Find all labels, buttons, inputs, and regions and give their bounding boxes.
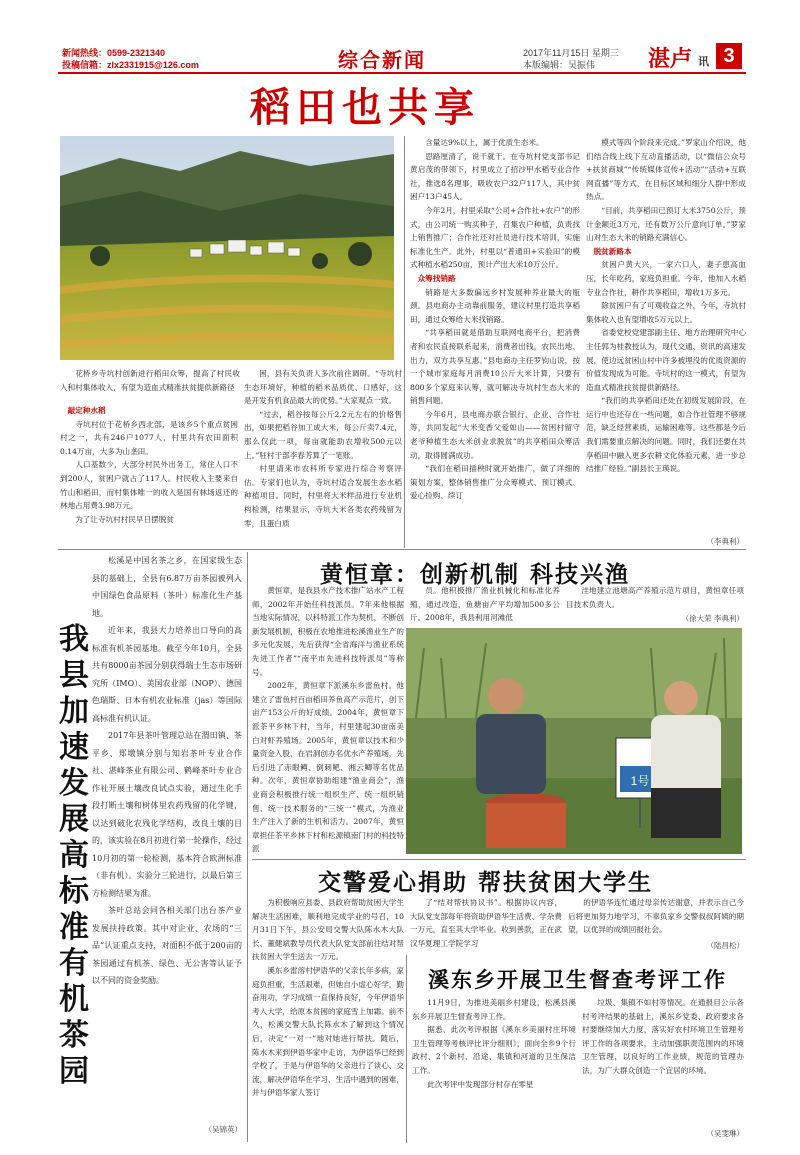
village-photo [60,136,394,360]
rice-col-4 [586,136,746,536]
paragraph: “共享稻田就是借助互联网电商平台，把消费者和农民直接联系起来，消费者出钱，农民出地、出力，双方共享互惠。”县电商办主任罗钧山说，按一个城市家庭每月消费10公斤大米计算，只要有800多个家庭来认筹，就可解决寺坑村生态大米的销售问题。 [410,328,580,406]
paragraph: 近年来，我县大力培养出口导向的高标准有机茶园基地。截至今年10月，全县共有8000亩茶园分别获得瑞士生态市场研究所（IMO）、美国农业部（NOP）、德国色瑞斯、日本有机农业标准（jas）等国际高标准有机认证。 [92,626,242,723]
sanitation-byline: （吴雯琳） [706,1129,744,1138]
photo-caption: 花桥乡寺坑村创新进行稻田众筹，提高了村民收入和村集体收入，有望为造血式精准扶贫提供新路径 [60,369,240,392]
date-info [523,47,619,71]
section-divider [58,549,746,550]
rice-byline: （李典利） [706,537,744,546]
paragraph: 困，县有关负责人多次前往调研。“寺坑村生态环境好，种植的稻米品质优、口感好，这是开发有机食品最大的优势。”大家观点一致。 [244,369,402,406]
traffic-col-2 [410,896,562,952]
huang-col-3 [566,584,744,614]
sanitation-headline: 溪东乡开展卫生督查考评工作 [428,967,727,992]
section-title: 综合新闻 [338,48,426,72]
paragraph: 据悉，此次考评根据《溪东乡美丽村庄环境卫生管理等考核评比评分细则》，面向全乡9个行政村、2个新村、沿途、集镇和河道的卫生保洁工作。 [412,1025,576,1075]
tea-headline: 我县加速发展高标准有机茶园 [59,622,89,1089]
traffic-headline: 交警爱心捐助 帮扶贫困大学生 [318,869,654,896]
tea-byline: （吴锦英） [204,1125,242,1134]
paragraph: 村里请来市农科所专家进行综合考察评估。专家们也认为，寺坑村适合发展生态水稻种植项目。同时，村里将大米样品进行专业机构检测，结果显示，寺坑大米各类农药残留为零，且蛋白质 [244,464,402,528]
section-divider [252,859,746,860]
paragraph: 此次考评中发现部分村存在零星 [427,1079,534,1089]
paragraph: 垃圾、集镇不如村等情况。在通报目公示各村考评结果的基础上，溪东乡党委、政府要求各村要继续加大力度，落实好农村环境卫生管理考评工作的各项要求，主动加强职责范围内的环境卫生管理，以良好的工作业绩，规范的管理办法，为广大群众创造一个宜居的环境。 [582,998,744,1075]
subhead: 敲定种水稻 [67,406,106,415]
traffic-byline: （陆昌松） [706,941,744,950]
rice-col-1 [60,404,238,548]
editor: 本版编辑：吴振伟 [523,60,596,70]
rice-col-2 [244,367,402,547]
paragraph: 贫困户黄大兴，一家六口人，妻子患高血压，长年吃药，家庭负担重。今年，他加入水稻专业合作社，耕作共享稻田，增收1万多元。 [586,260,746,297]
paragraph: 销路是大多数偏远乡村发展种养业最大的瓶颈。县电商办主动靠前服务，建议村里打造共享稻田，通过众筹给大米找销路。 [410,287,580,324]
subhead: 脱贫新路本 [593,246,632,256]
paragraph: 为了让寺坑村村民早日摆脱贫 [75,514,174,524]
header-rule [58,72,746,74]
paragraph: 2002年，黄恒章下派溪东乡雷鱼村。他建立了雷鱼村百亩稻田养鱼高产示范片，创下亩产153公斤的好成绩。2004年，黄恒章下派茶平乡林下村，当年，村里建起30亩南美白对虾养殖场。2005年，黄恒章以技术和少量资金入股，在岩洞创办名优水产养殖场，先后引进了赤眼鳟、倒刺鲃、湘云鲫等名优品种。次年，黄恒章协助组建“渔业商会”，渔业商会积极推行统一组织生产、统一组织销售、统一技术服务的“三统一”模式，为渔业生产注入了新的生机和活力。2007年，黄恒章担任茶平乡林下村和松源镇南门村的科技特派 [252,681,404,854]
brand-logo: 湛卢 [648,46,693,72]
paragraph: 思路厘清了，说干就干。在寺坑村党支部书记黄启茂的带领下，村里成立了招沙甲水稻专业合作社，推选8名理事，吸收农户32户117人，其中贫困户13户45人。 [410,151,580,202]
column-divider [404,136,405,548]
huang-col-1 [252,584,404,856]
paragraph: 人口基数少，大部分村民外出务工，常住人口不到200人，贫困户就占了117人。村民收入主要来自竹山和稻田，而村集体唯一的收入是国有林场返还的林地占用费3.98万元。 [60,460,238,511]
paragraph: “我们在稻田插秧时就开始推广，做了详细的策划方案，整体销售推广分众筹模式、预订模式、爱心捡购、续订 [410,464,580,501]
traffic-col-1 [252,896,404,1142]
paragraph: 省委党校党建部副主任、地方治理研究中心主任郭为桂教授认为，现代交通、资讯的高速发展，使边远贫困山村中许多被埋没的优质资源的价值发现成为可能。寺坑村的这一模式，有望为造血式精准扶贫提供新路径。 [586,328,746,392]
paragraph: 今年6月，县电商办联合银行、企业、合作社等，共同发起“大米变香父爱如山——贫困村留守老爷种植生态大米创业求脱贫”的共享稻田众筹活动，取得圆满成功。 [410,409,580,460]
paragraph: 员。他积极推广渔业机械化和标准化养殖，通过改造，鱼塘亩产平均增加500多公斤。2008年，我县利用河滩低 [410,586,560,623]
main-headline: 稻田也共享 [250,84,480,131]
column-divider [247,552,248,1142]
paragraph: 茶叶总站会同各相关部门出台茶产业发展扶持政策。其中对企业、农场的“三品”认证重点支持，对面积不低于200亩的茶园通过有机茶、绿色、无公害等认证予以不同的资金奖励。 [92,906,242,985]
svg-text:1号: 1号 [630,774,650,788]
hotline-info [62,47,199,71]
email: 投稿信箱：zlx2331915@126.com [62,60,199,70]
huang-col-2 [410,584,560,626]
paragraph: “目前，共享稻田已预订大米3750公斤，预计金额近3万元，还有数万公斤意向订单。”罗家山对生态大米的销路充满信心。 [586,205,746,243]
issue-date: 2017年11月15日 星期三 [523,48,619,58]
paragraph: 除贫困户有了可观收益之外，今年，寺坑村集体收入也有望增收5万元以上。 [586,301,746,324]
paragraph: 11月9日，为推进美丽乡村建设，松溪县溪东乡开展卫生督查考评工作。 [412,998,576,1021]
paragraph: 溪东乡雷溶村伊语华的父亲长年多病，家庭负担重，生活艰难，但她自小虚心好学，勤奋用功，学习成绩一直保持良好，今年伊语华考入大学，给原本贫困的家庭雪上加霜。前不久，松溪交警大队长陈水木了解到这个情况后，决定“一对一”地对她进行帮扶。随后，陈水木来到伊语华家中走访，为伊语华已经到学校了，于是与伊语华的父亲进行了谈心、交流，解决伊语华在学习、生活中遇到的困难，并与伊语华家人签订 [252,965,404,1098]
huang-byline: （徐大荣 李典利） [681,614,744,623]
subhead: 众筹找销路 [417,273,456,283]
paragraph: “我们的共享稻田还处在初级发展阶段，在运行中也还存在一些问题，如合作社管理不够规范，缺乏经营素质，运输困难等。这些都是今后我们需要重点解决的问题。同时，我们还要在共享稻田中融入更多农耕文化体验元素，进一步总结推广经验。”副县长王瑛说。 [586,396,746,474]
paragraph: 含量达9%以上，属于优质生态米。 [425,138,544,147]
paragraph: 的伊语华连忙通过母亲传达谢意，并表示自己今后将更加努力地学习，不辜负家乡交警叔叔阿姨的期望，以优异的成绩回报社会。 [568,898,744,935]
tea-body [92,552,242,1122]
paragraph: 2017年县茶叶管理总站在渭田镇、茶平乡、郑墩镇分别与知岩茶叶专业合作社、湛峰茶业有限公司、鹤峰茶叶专业合作社开展土壤改良试点实验，通过生化手段打断土壤和树体里农药残留的化学键，以达到破化农残化学结构，改良土壤的目的，该实验在8月初进行第一轮操作，经过10月初的第一轮检测，基本符合欧洲标准（非有机）。实验分三轮进行，以最后第三方检测结果为准。 [92,731,242,898]
paragraph: 了“结对帮扶协议书”。根据协议内容，大队党支部每年将资助伊语华生活费、学杂费一万元，直至其大学毕业。收到善款，正在武汉华夏理工学院学习 [410,898,562,948]
huang-headline: 黄恒章：创新机制 科技兴渔 [320,561,631,588]
paragraph: 洼地建立池塘高产养殖示范片项目，黄恒章任项目技术负责人。 [566,586,744,609]
page-number: 3 [716,43,742,69]
sanitation-col-1 [412,996,576,1142]
paragraph: 黄恒章，是我县水产技术推广站水产工程师，2002年开始任科技派员。7年来他根据当地实际情况，以科特派工作为契机，不断创新发展机制，积极在农地推进松溪渔业生产的多元化发展，先后获得“全省海洋与渔业系统先进工作者”“南平市先进科技特派员”等称号。 [252,586,404,677]
paragraph: 今年2月，村里采取“公司+合作社+农户”的形式，由公司统一购买种子，召集农户种植，负责找上销售推广；合作社还对社员进行技术培训，实施标准化生产。此外，村里以“普通田+实验田”的模式种植水稻250亩，预计产出大米10万公斤。 [410,205,580,270]
hotline: 新闻热线：0599-2321340 [62,48,166,58]
sanitation-col-2 [582,996,744,1124]
paragraph: 寺坑村位于花桥乡西北部，是该乡5个重点贫困村之一，共有246户1077人，村里共有农田面积0.14万亩，大多为山垄田。 [60,419,238,456]
paragraph: 模式等四个阶段来完成。”罗家山介绍说，他们结合线上线下互动直播活动，以“微信公众号+扶贫商城”“传统媒体宣传+活动”“活动+互联网直播”等方式，在目标区域和细分人群中形成热点。 [586,138,746,202]
paragraph: 为积极响应县委、县政府帮助贫困大学生解决生活困难，顺利地完成学业的号召，10月31日下午，县公安局交警大队陈水木大队长、董健斌教导员代表大队党支部前往结对帮扶贫困大学生送去一万元。 [252,898,404,962]
paragraph: 松溪是中国名茶之乡，在国家级生态县的基础上，全县有6.87万亩茶园被列入中国绿色食品原料（茶叶）标准化生产基地。 [92,556,242,618]
rice-col-3 [410,136,580,548]
paragraph: “过去，稻谷按每公斤2.2元左右的价格售出，如果把稻谷加工成大米，每公斤卖7.4元，那么仅此一项，每亩就能助农增收500元以上。”驻村干部李春芳算了一笔账。 [244,409,402,460]
fishery-photo [406,628,742,854]
brand-suffix: 讯 [698,56,709,68]
column-divider [406,955,407,1143]
